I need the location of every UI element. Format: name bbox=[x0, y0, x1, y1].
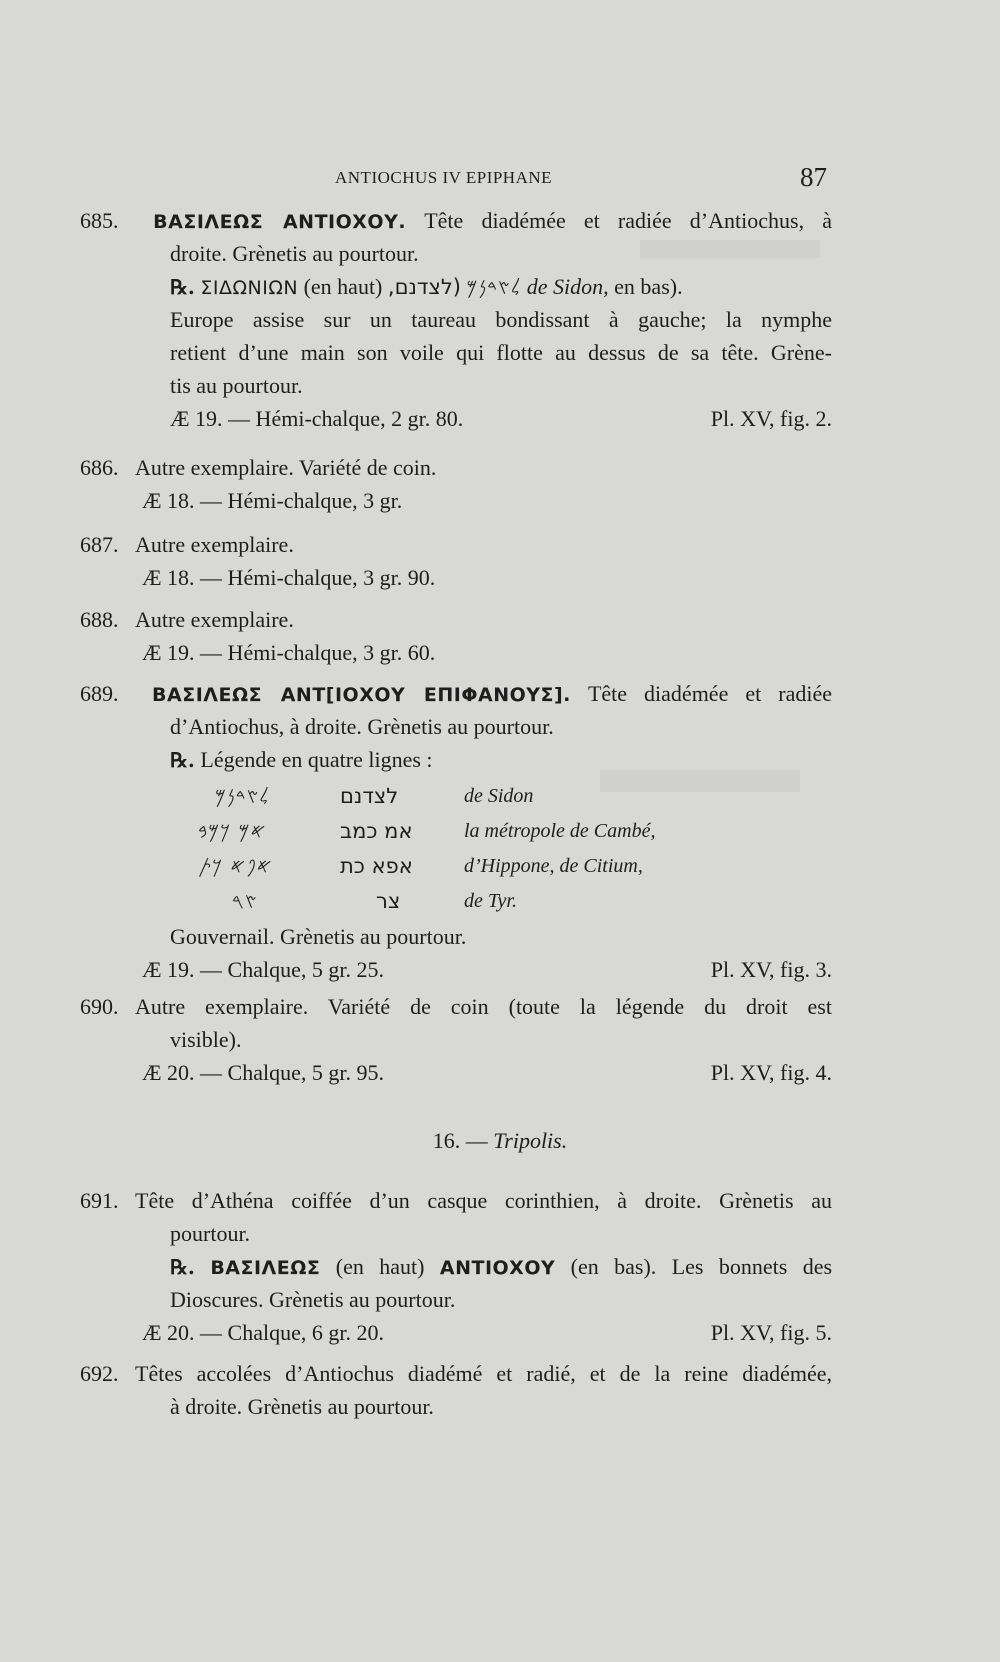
legend-row bbox=[80, 815, 832, 850]
metal-weight: Æ 20. — Chalque, 5 gr. 95. bbox=[142, 1060, 384, 1085]
plate-reference: Pl. XV, fig. 2. bbox=[710, 406, 832, 431]
description-text: retient d’une main son voile qui flotte au dessus de sa tête. Grène- bbox=[170, 340, 832, 365]
hebrew-transcription: צר bbox=[376, 889, 401, 913]
description-text: Tête diadémée et radiée bbox=[587, 681, 832, 706]
metal-weight: Æ 18. — Hémi-chalque, 3 gr. bbox=[142, 488, 403, 513]
place-name: de Sidon, bbox=[526, 274, 609, 299]
description-text: à droite. Grènetis au pourtour. bbox=[170, 1394, 434, 1419]
section-number: 16. — bbox=[432, 1128, 488, 1153]
phoenician-legend: 𐤋𐤑𐤃𐤍𐤌 bbox=[466, 275, 522, 299]
description-text: Autre exemplaire. bbox=[135, 532, 294, 557]
entry-number: 691. bbox=[80, 1188, 119, 1213]
plate-reference: Pl. XV, fig. 3. bbox=[710, 957, 832, 982]
catalog-entry-690 bbox=[80, 990, 832, 1089]
description-text: Autre exemplaire. Variété de coin (toute la légende du droit est bbox=[135, 994, 832, 1019]
reverse-symbol: ℞. bbox=[170, 275, 195, 299]
catalog-entry-685 bbox=[80, 204, 832, 435]
legend-translation: de Tyr. bbox=[464, 890, 517, 912]
phoenician-legend: 𐤀𐤐𐤀 𐤊𐤕 bbox=[198, 854, 273, 878]
legend-translation: d’Hippone, de Citium, bbox=[464, 855, 643, 877]
metal-weight: Æ 19. — Chalque, 5 gr. 25. bbox=[142, 957, 384, 982]
metal-weight: Æ 20. — Chalque, 6 gr. 20. bbox=[142, 1320, 384, 1345]
reverse-legend: ΑΝΤΙΟΧΟΥ bbox=[439, 1257, 556, 1279]
catalog-entry-687 bbox=[80, 528, 832, 594]
catalog-entry-689 bbox=[80, 677, 832, 986]
entry-number: 687. bbox=[80, 532, 119, 557]
plate-reference: Pl. XV, fig. 5. bbox=[710, 1320, 832, 1345]
description-text: d’Antiochus, à droite. Grènetis au pourtour. bbox=[170, 714, 554, 739]
plate-reference: Pl. XV, fig. 4. bbox=[710, 1060, 832, 1085]
metal-weight: Æ 19. — Hémi-chalque, 3 gr. 60. bbox=[142, 640, 436, 665]
description-text: Europe assise sur un taureau bondissant à gauche; la nymphe bbox=[170, 307, 832, 332]
description-text: (en haut) bbox=[335, 1254, 425, 1279]
obverse-legend: ΒΑΣΙΛΕΩΣ ΑΝΤΙΟΧΟΥ. bbox=[153, 211, 407, 233]
phoenician-legend: 𐤀𐤌 𐤊𐤌𐤁 bbox=[198, 819, 267, 843]
description-text: Gouvernail. Grènetis au pourtour. bbox=[170, 924, 467, 949]
description-text: Têtes accolées d’Antiochus diadémé et radié, et de la reine diadémée, bbox=[135, 1361, 832, 1386]
obverse-legend: ΒΑΣΙΛΕΩΣ ΑΝΤ[ΙΟΧΟΥ ΕΠΙΦΑΝΟΥΣ]. bbox=[152, 684, 571, 706]
phoenician-legend: 𐤋𐤑𐤃𐤍𐤌 bbox=[215, 784, 270, 808]
legend-row bbox=[80, 780, 832, 815]
catalog-entry-688 bbox=[80, 603, 832, 669]
entry-number: 690. bbox=[80, 994, 119, 1019]
description-text: droite. Grènetis au pourtour. bbox=[170, 241, 419, 266]
description-text: visible). bbox=[170, 1027, 242, 1052]
entry-number: 688. bbox=[80, 607, 119, 632]
description-text: Tête diadémée et radiée d’Antiochus, à bbox=[424, 208, 832, 233]
hebrew-transcription: (לצדנם, bbox=[387, 275, 461, 299]
legend-row bbox=[80, 885, 832, 920]
metal-weight: Æ 19. — Hémi-chalque, 2 gr. 80. bbox=[170, 406, 464, 431]
description-text: Dioscures. Grènetis au pourtour. bbox=[170, 1287, 456, 1312]
entry-number: 692. bbox=[80, 1361, 119, 1386]
catalog-entry-686 bbox=[80, 451, 832, 517]
legend-table bbox=[80, 780, 832, 920]
reverse-legend: ΣΙΔΩΝΙΩΝ bbox=[200, 277, 299, 299]
page-number: 87 bbox=[800, 162, 827, 192]
legend-row bbox=[80, 850, 832, 885]
reverse-legend: ΒΑΣΙΛΕΩΣ bbox=[210, 1257, 321, 1279]
entry-number: 686. bbox=[80, 455, 119, 480]
hebrew-transcription: אמ כמב bbox=[340, 819, 413, 843]
phoenician-legend: 𐤑𐤓 bbox=[232, 889, 258, 913]
entry-number: 689. bbox=[80, 681, 119, 706]
description-text: pourtour. bbox=[170, 1221, 251, 1246]
hebrew-transcription: אפא כת bbox=[340, 854, 413, 878]
description-text: Légende en quatre lignes : bbox=[200, 747, 433, 772]
description-text: Autre exemplaire. bbox=[135, 607, 294, 632]
legend-translation: de Sidon bbox=[464, 785, 534, 807]
description-text: (en bas). Les bonnets des bbox=[570, 1254, 833, 1279]
metal-weight: Æ 18. — Hémi-chalque, 3 gr. 90. bbox=[142, 565, 436, 590]
running-title: ANTIOCHUS IV EPIPHANE bbox=[335, 168, 553, 187]
catalog-entry-692 bbox=[80, 1357, 832, 1423]
description-text: en bas). bbox=[614, 274, 683, 299]
description-text: (en haut) bbox=[303, 274, 383, 299]
legend-translation: la métropole de Cambé, bbox=[464, 820, 656, 842]
section-heading bbox=[0, 1128, 1000, 1154]
entry-number: 685. bbox=[80, 208, 119, 233]
description-text: Autre exemplaire. Variété de coin. bbox=[135, 455, 437, 480]
description-text: Tête d’Athéna coiffée d’un casque corinthien, à droite. Grènetis au bbox=[135, 1188, 832, 1213]
description-text: tis au pourtour. bbox=[170, 373, 303, 398]
reverse-symbol: ℞. bbox=[170, 1255, 195, 1279]
reverse-symbol: ℞. bbox=[170, 748, 195, 772]
hebrew-transcription: לצדנם bbox=[340, 784, 399, 808]
section-name: Tripolis. bbox=[493, 1128, 568, 1153]
page-header bbox=[0, 162, 1000, 196]
catalog-entry-691 bbox=[80, 1184, 832, 1349]
